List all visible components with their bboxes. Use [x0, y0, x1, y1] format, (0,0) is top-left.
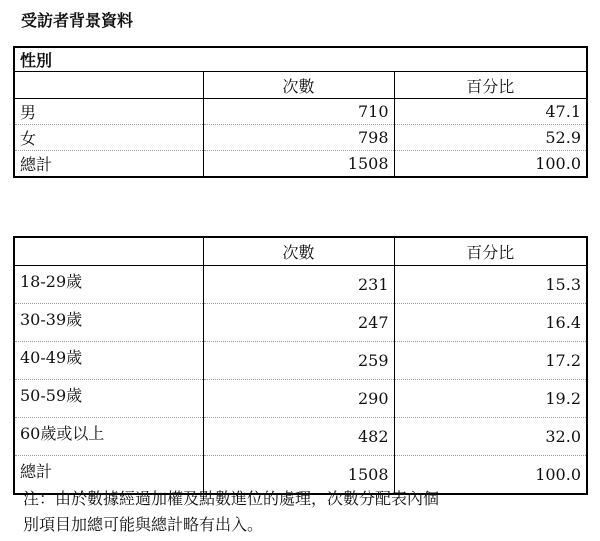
table-header-row — [14, 237, 587, 266]
footnote-line: 別項目加總可能與總計略有出入。 — [23, 515, 264, 534]
table-caption-row — [14, 47, 587, 72]
row-percent: 19.2 — [394, 380, 587, 418]
row-label: 40-49歲 — [14, 342, 203, 380]
row-count: 1508 — [203, 151, 394, 178]
row-label: 30-39歲 — [14, 304, 203, 342]
header-percent: 百分比 — [394, 72, 587, 99]
table-header-row — [14, 72, 587, 99]
header-blank-cell — [14, 237, 203, 266]
row-label: 總計 — [14, 151, 203, 178]
table-row — [14, 418, 587, 456]
row-label: 女 — [14, 125, 203, 151]
row-percent: 15.3 — [394, 266, 587, 304]
row-percent: 16.4 — [394, 304, 587, 342]
footnote — [23, 486, 583, 538]
header-blank-cell — [14, 72, 203, 99]
row-label: 18-29歲 — [14, 266, 203, 304]
table-row — [14, 380, 587, 418]
table-row — [14, 99, 587, 125]
row-count: 1508 — [203, 456, 394, 495]
header-count: 次數 — [203, 72, 394, 99]
row-label: 總計 — [14, 456, 203, 495]
row-count: 231 — [203, 266, 394, 304]
row-count: 710 — [203, 99, 394, 125]
row-count: 247 — [203, 304, 394, 342]
table-row — [14, 266, 587, 304]
row-percent: 32.0 — [394, 418, 587, 456]
age-table — [13, 236, 588, 495]
row-label: 50-59歲 — [14, 380, 203, 418]
row-count: 290 — [203, 380, 394, 418]
row-count: 259 — [203, 342, 394, 380]
table-row — [14, 304, 587, 342]
footnote-line: 注：由於數據經過加權及點數進位的處理，次數分配表內個 — [23, 489, 440, 508]
table-row — [14, 151, 587, 178]
row-count: 482 — [203, 418, 394, 456]
table-row — [14, 125, 587, 151]
table-row — [14, 342, 587, 380]
header-count: 次數 — [203, 237, 394, 266]
row-percent: 100.0 — [535, 465, 581, 484]
row-label: 60歲或以上 — [14, 418, 203, 456]
row-percent: 52.9 — [394, 125, 587, 151]
table-caption: 性別 — [14, 47, 587, 72]
header-percent: 百分比 — [394, 237, 587, 266]
row-count: 798 — [203, 125, 394, 151]
row-percent: 100.0 — [535, 154, 581, 173]
row-label: 男 — [14, 99, 203, 125]
gender-table — [13, 46, 588, 178]
page-title: 受訪者背景資料 — [21, 11, 134, 30]
row-percent: 47.1 — [394, 99, 587, 125]
row-percent: 17.2 — [394, 342, 587, 380]
